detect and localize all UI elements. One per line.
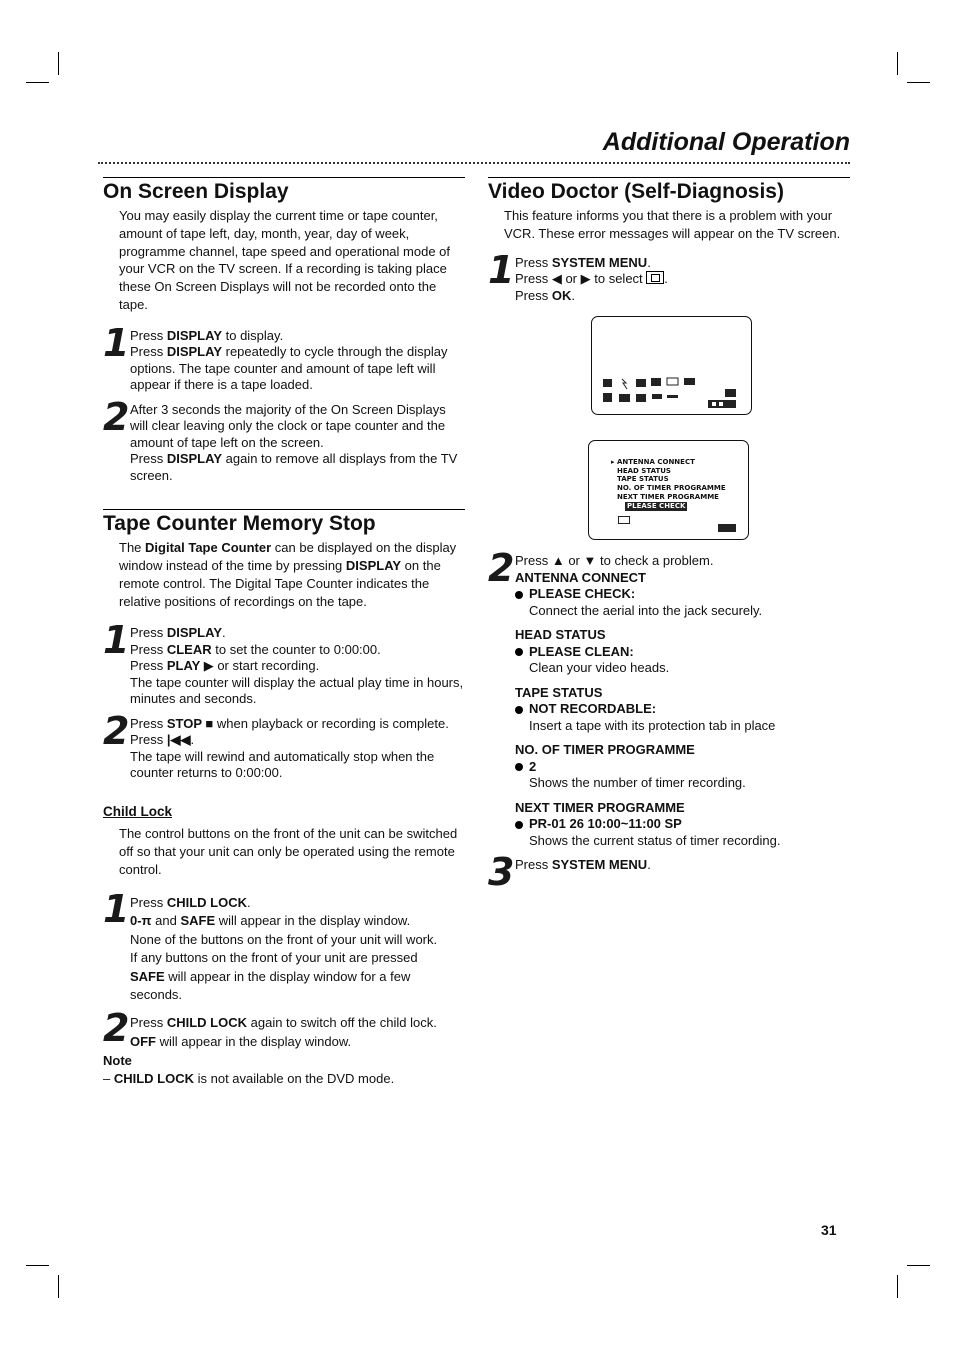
crop-mark — [58, 1275, 59, 1298]
step-number: 1 — [103, 320, 128, 365]
step-text: Press CLEAR to set the counter to 0:00:00. — [130, 641, 381, 657]
step-text: If any buttons on the front of your unit are pressed — [130, 950, 418, 966]
step-number: 3 — [488, 850, 513, 894]
tcms-step-1 — [103, 618, 465, 708]
vd-item-heading: HEAD STATUS — [515, 627, 606, 642]
osd-step-2 — [103, 394, 465, 485]
tv-screen-system-menu — [591, 316, 752, 415]
crop-mark — [26, 82, 49, 83]
crop-mark — [907, 1265, 930, 1266]
bullet-dot-icon — [515, 821, 523, 829]
step-text: Press DISPLAY again to remove all displays from the TV screen. — [130, 451, 458, 483]
child-lock-intro: The control buttons on the front of the unit can be switched off so that your unit can only be operated using the remote control. — [119, 826, 458, 878]
bullet-dot-icon — [515, 648, 523, 656]
note-text: – CHILD LOCK is not available on the DVD mode. — [103, 1071, 395, 1087]
step-text: The tape counter will display the actual play time in hours, minutes and seconds. — [130, 674, 464, 707]
vd-item — [515, 685, 850, 735]
osd-item-antenna: ▸ ANTENNA CONNECT — [611, 458, 695, 466]
step-text: Press SYSTEM MENU. — [515, 857, 651, 872]
step-number: 2 — [103, 708, 128, 753]
system-menu-icons — [592, 317, 751, 414]
video-doctor-menu-icon — [646, 271, 664, 284]
step-text: Press CHILD LOCK again to switch off the child lock. — [130, 1014, 437, 1030]
down-arrow-icon: ▼ — [583, 553, 597, 568]
vd-item-heading: NO. OF TIMER PROGRAMME — [515, 742, 695, 757]
step-number: 2 — [103, 1005, 128, 1050]
step-number: 1 — [103, 618, 128, 663]
osd-please-check: PLEASE CHECK — [627, 502, 686, 510]
vd-item-heading: ANTENNA CONNECT — [515, 569, 646, 585]
vd-item-desc: Insert a tape with its protection tab in place — [529, 717, 776, 733]
step-text: 0-π and SAFE will appear in the display window. — [130, 913, 411, 929]
note-heading: Note — [103, 1052, 132, 1068]
section-title-osd: On Screen Display — [103, 177, 465, 204]
step-text: After 3 seconds the majority of the On Screen Displays will clear leaving only the clock or tape counter and the amount of tape left on the screen. — [130, 401, 446, 450]
step-text: Press STOP ■ when playback or recording is complete. — [130, 715, 449, 731]
left-column — [103, 177, 465, 1088]
step-number: 2 — [103, 394, 128, 439]
step-text: OFF will appear in the display window. — [130, 1033, 352, 1049]
vd-item-desc: Shows the number of timer recording. — [529, 775, 746, 790]
osd-back-icon — [618, 516, 630, 524]
vd-item-desc: Clean your video heads. — [529, 660, 670, 675]
tv-screen-video-doctor — [588, 440, 749, 540]
step-text: Press DISPLAY to display. — [130, 327, 284, 343]
play-icon: ▶ — [203, 658, 214, 674]
vd-step-1 — [488, 247, 850, 305]
step-text: Press OK. — [515, 287, 575, 303]
bullet-dot-icon — [515, 706, 523, 714]
section-title-tcms: Tape Counter Memory Stop — [103, 509, 465, 536]
step-text: Press CHILD LOCK. — [130, 894, 251, 910]
crop-mark — [26, 1265, 49, 1266]
child-lock-heading: Child Lock — [103, 803, 173, 819]
step-text: Press ◀ or ▶ to select . — [515, 271, 668, 287]
vd-item — [515, 627, 850, 677]
crop-mark — [907, 82, 930, 83]
vd-item-heading: TAPE STATUS — [515, 684, 603, 700]
right-column — [488, 177, 850, 304]
vd-item — [515, 742, 850, 792]
step-text: SAFE will appear in the display window for a few seconds. — [130, 968, 411, 1003]
crop-mark — [897, 52, 898, 75]
step-text: Press ▲ or ▼ to check a problem. — [515, 553, 714, 568]
right-column-lower — [488, 546, 850, 894]
vd-step-2 — [488, 546, 850, 849]
osd-nav-icon — [718, 524, 736, 532]
step-text: Press |◀◀. — [130, 732, 195, 748]
right-arrow-icon: ▶ — [580, 271, 591, 287]
header-dotted-rule — [98, 162, 850, 164]
osd-menu-list — [611, 458, 726, 502]
page-header-title: Additional Operation — [602, 128, 850, 156]
key-icon: 0-π — [130, 913, 152, 929]
tcms-intro: The Digital Tape Counter can be displayed on the display window instead of the time by pressing DISPLAY on the remote control. The Digital Tape Counter indicates the relative positions of recordings on the tape. — [119, 540, 457, 609]
vd-item-bullet: PLEASE CHECK: — [515, 586, 850, 603]
vd-item-desc: Shows the current status of timer recording. — [529, 832, 781, 848]
vd-intro: This feature informs you that there is a problem with your VCR. These error messages will appear on the TV screen. — [504, 208, 841, 241]
vd-item — [515, 570, 850, 620]
step-number: 1 — [103, 886, 128, 931]
up-arrow-icon: ▲ — [551, 553, 565, 568]
step-text: Press PLAY ▶ or start recording. — [130, 658, 320, 674]
section-title-video-doctor: Video Doctor (Self-Diagnosis) — [488, 177, 850, 204]
bullet-dot-icon — [515, 763, 523, 771]
bullet-dot-icon — [515, 591, 523, 599]
osd-intro: You may easily display the current time or tape counter, amount of tape left, day, month, year, day of week, programme channel, tape speed and operational mode of your VCR on the TV screen. If a recording is taking place these On Screen Displays will not be recorded onto the tape. — [119, 208, 450, 312]
vd-item-bullet: NOT RECORDABLE: — [515, 701, 850, 718]
osd-item-next-timer: NEXT TIMER PROGRAMME — [617, 492, 719, 501]
step-text: The tape will rewind and automatically stop when the counter returns to 0:00:00. — [130, 748, 435, 781]
osd-item-no-timer: NO. OF TIMER PROGRAMME — [617, 484, 726, 493]
vd-item — [515, 800, 850, 850]
osd-step-1 — [103, 320, 465, 394]
vd-item-desc: Connect the aerial into the jack securely. — [529, 602, 763, 618]
tcms-step-2 — [103, 708, 465, 782]
vd-step-3 — [488, 850, 850, 894]
vd-item-bullet: 2 — [515, 759, 850, 776]
child-step-2 — [103, 1005, 465, 1051]
vd-item-bullet: PLEASE CLEAN: — [515, 644, 850, 661]
child-step-1 — [103, 886, 465, 1005]
rewind-icon: |◀◀ — [166, 732, 191, 748]
page-number: 31 — [821, 1222, 837, 1238]
step-text: Press DISPLAY repeatedly to cycle through the display options. The tape counter and amount of tape left will appear if there is a tape loaded. — [130, 344, 448, 393]
step-number: 2 — [488, 546, 513, 590]
osd-item-tape: TAPE STATUS — [617, 475, 669, 484]
osd-item-head: HEAD STATUS — [617, 466, 671, 475]
vd-item-bullet: PR-01 26 10:00~11:00 SP — [515, 816, 850, 833]
step-text: Press DISPLAY. — [130, 625, 226, 641]
stop-icon: ■ — [205, 715, 214, 731]
step-text: None of the buttons on the front of your unit will work. — [130, 931, 438, 947]
crop-mark — [897, 1275, 898, 1298]
left-arrow-icon: ◀ — [551, 271, 562, 287]
step-text: Press SYSTEM MENU. — [515, 254, 651, 270]
crop-mark — [58, 52, 59, 75]
step-number: 1 — [488, 247, 513, 292]
vd-item-heading: NEXT TIMER PROGRAMME — [515, 799, 685, 815]
